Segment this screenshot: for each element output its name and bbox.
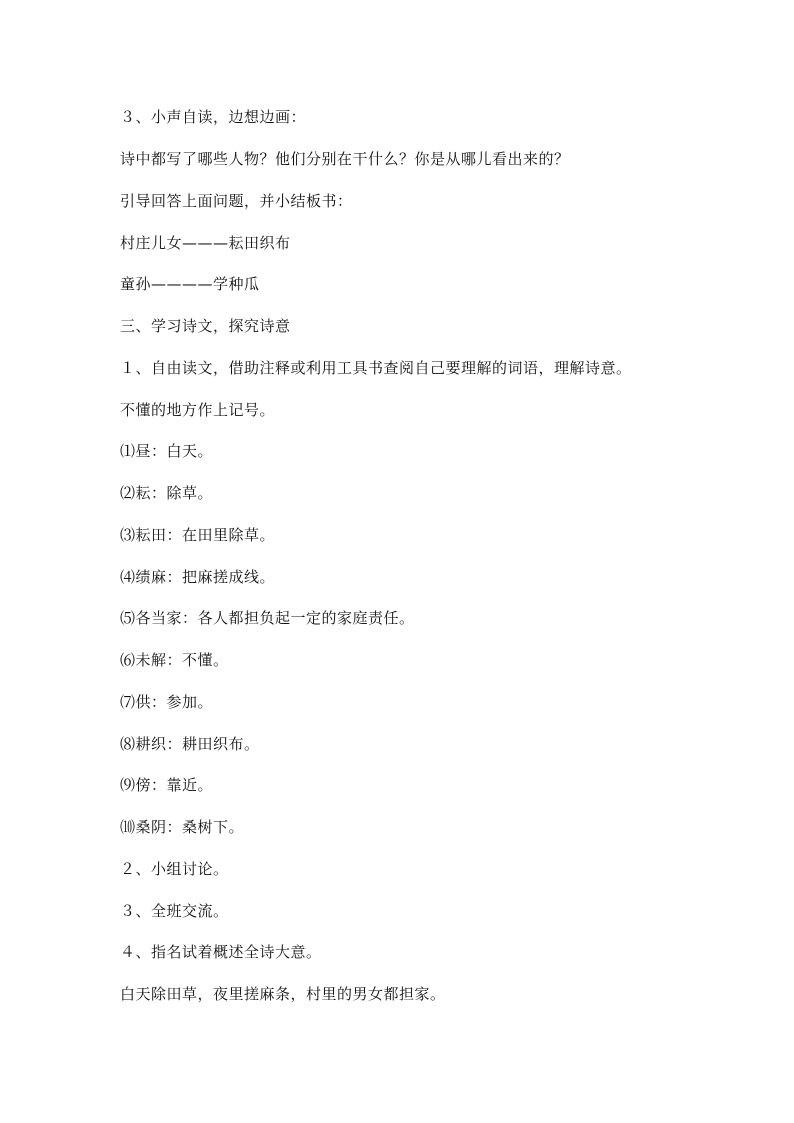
text-line-7: １、自由读文，借助注释或利用工具书查阅自己要理解的词语，理解诗意。 — [120, 359, 632, 377]
note-item-10: ⑽桑阴：桑树下。 — [120, 818, 245, 836]
text-line-21: ４、指名试着概述全诗大意。 — [120, 943, 322, 961]
note-item-8: ⑻耕织：耕田织布。 — [120, 735, 260, 753]
note-item-9: ⑼傍：靠近。 — [120, 776, 214, 794]
note-item-5: ⑸各当家：各人都担负起一定的家庭责任。 — [120, 609, 415, 627]
text-line-22: 白天除田草，夜里搓麻条，村里的男女都担家。 — [120, 985, 446, 1003]
note-item-2: ⑵耘：除草。 — [120, 484, 214, 502]
text-line-1: ３、小声自读，边想边画： — [120, 108, 307, 126]
text-line-5: 童孙————学种瓜 — [120, 275, 260, 293]
text-line-4: 村庄儿女———耘田织布 — [120, 234, 291, 252]
note-item-7: ⑺供：参加。 — [120, 693, 214, 711]
section-heading: 三、学习诗文，探究诗意 — [120, 317, 291, 335]
note-item-6: ⑹未解：不懂。 — [120, 651, 229, 669]
text-line-2: 诗中都写了哪些人物？他们分别在干什么？你是从哪儿看出来的？ — [120, 150, 570, 168]
note-item-4: ⑷绩麻：把麻搓成线。 — [120, 568, 276, 586]
text-line-19: ２、小组讨论。 — [120, 860, 229, 878]
text-line-8: 不懂的地方作上记号。 — [120, 401, 276, 419]
note-item-3: ⑶耘田：在田里除草。 — [120, 526, 276, 544]
text-line-20: ３、全班交流。 — [120, 902, 229, 920]
text-line-3: 引导回答上面问题，并小结板书： — [120, 192, 353, 210]
note-item-1: ⑴昼：白天。 — [120, 442, 214, 460]
